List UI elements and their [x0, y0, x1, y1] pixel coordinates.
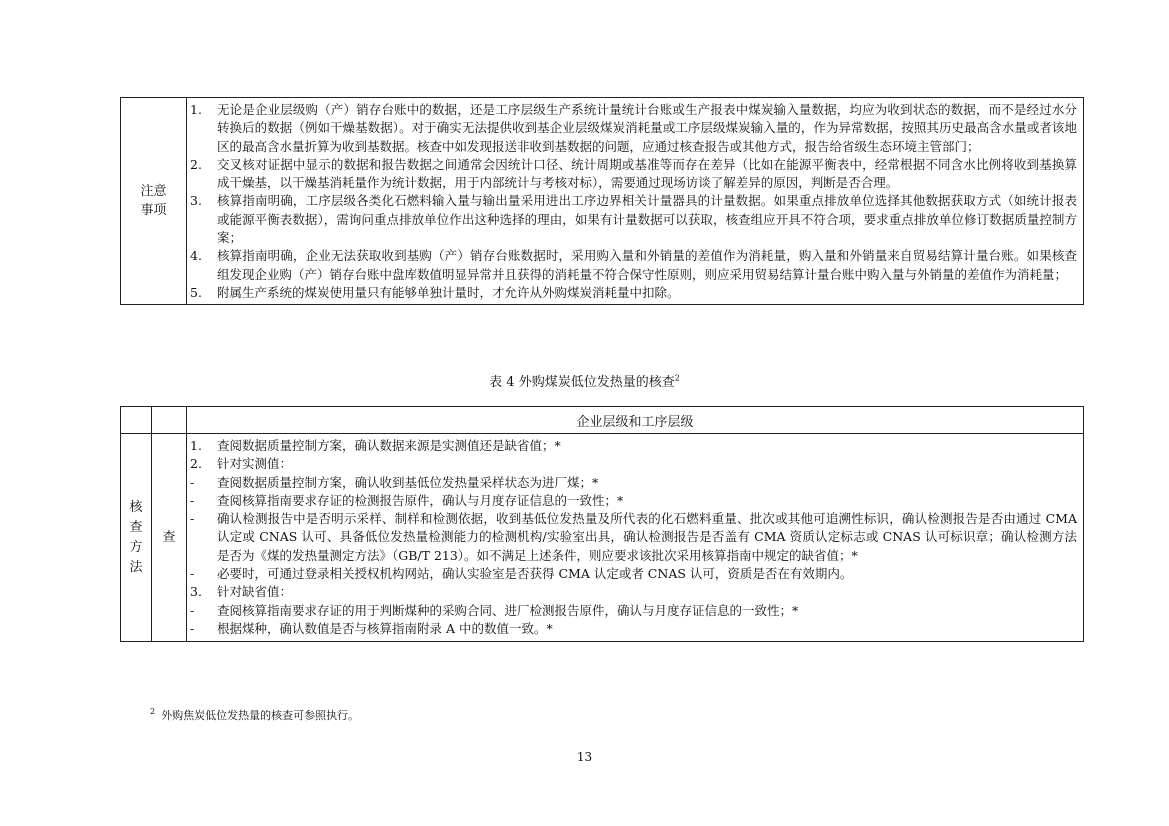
method-label-char: 查	[129, 519, 143, 535]
sub-label: 查	[152, 434, 187, 642]
item-text: 查阅数据质量控制方案，确认数据来源是实测值还是缺省值；*	[217, 438, 561, 453]
footnote-text: 外购焦炭低位发热量的核查可参照执行。	[161, 709, 360, 722]
method-item	[187, 474, 1077, 492]
item-text: 根据煤种，确认数值是否与核算指南附录 A 中的数值一致。*	[217, 620, 553, 636]
item-text: 必要时，可通过登录相关授权机构网站，确认实验室是否获得 CMA 认定或者 CNAS 认可，资质是否在有效期内。	[217, 566, 853, 582]
method-item	[187, 510, 1077, 565]
item-marker: -	[190, 511, 195, 527]
table-caption	[0, 371, 1169, 390]
precautions-label	[121, 98, 187, 305]
precautions-label-line1: 注意	[140, 184, 167, 200]
item-marker: -	[190, 566, 195, 582]
item-text: 附属生产系统的煤炭使用量只有能够单独计量时，才允许从外购煤炭消耗量中扣除。	[217, 284, 680, 300]
item-marker: 1.	[190, 438, 202, 453]
item-text: 查阅核算指南要求存证的检测报告原件，确认与月度存证信息的一致性；*	[217, 492, 624, 508]
precaution-item	[187, 284, 1077, 302]
precautions-row	[121, 98, 1084, 305]
method-content	[187, 434, 1084, 642]
item-marker: 3.	[190, 584, 202, 600]
item-text: 无论是企业层级购（产）销存台账中的数据，还是工序层级生产系统计量统计台账或生产报表中煤炭输入量数据，均应为收到状态的数据，而不是经过水分转换后的数据（例如干燥基数据）。对于确实无法提供收到基企业层级煤炭消耗量或工序层级煤炭输入量的，作为异常数据，按照其历史最高含水量或者该地区的最高含水量折算为收到基数据。核查中如发现报送非收到基数据的问题，应通过核查报告或其他方式，报告给省级生态环境主管部门；	[217, 102, 1077, 154]
header-cell: 企业层级和工序层级	[187, 407, 1084, 434]
method-item	[187, 620, 1077, 638]
precautions-label-line2: 事项	[140, 203, 167, 219]
caption-text: 表 4 外购煤炭低位发热量的核查	[489, 375, 675, 390]
item-text: 针对缺省值：	[217, 584, 293, 600]
method-item	[187, 602, 1077, 620]
method-item	[187, 437, 1077, 455]
page-number: 13	[576, 750, 593, 764]
item-marker: 1.	[190, 102, 202, 117]
item-text: 核算指南明确，工序层级各类化石燃料输入量与输出量采用进出工序边界相关计量器具的计量数据。如果重点排放单位选择其他数据获取方式（如统计报表或能源平衡表数据），需询问重点排放单位作出这种选择的理由，如果有计量数据可以获取，核查组应开具不符合项，要求重点排放单位修订数据质量控制方案；	[217, 193, 1077, 246]
footnote-marker: 2	[150, 707, 156, 717]
footnote	[150, 707, 359, 723]
method-label-char: 方	[129, 539, 143, 555]
precautions-table	[120, 97, 1084, 305]
precaution-item	[187, 101, 1077, 156]
caption-footnote-ref[interactable]: 2	[674, 373, 680, 383]
heat-value-check-table	[120, 406, 1084, 642]
item-marker: -	[190, 620, 195, 636]
item-marker: 5.	[190, 284, 202, 300]
item-marker: -	[190, 492, 195, 508]
method-item	[187, 492, 1077, 510]
precautions-content	[187, 98, 1084, 305]
item-marker: -	[190, 602, 195, 618]
precaution-item	[187, 247, 1077, 284]
item-marker: 2.	[190, 156, 202, 172]
precaution-item	[187, 156, 1077, 193]
item-text: 查阅核算指南要求存证的用于判断煤种的采购合同、进厂检测报告原件，确认与月度存证信息的一致性；*	[217, 602, 799, 618]
item-marker: 2.	[190, 456, 202, 472]
item-text: 交叉核对证据中显示的数据和报告数据之间通常会因统计口径、统计周期或基准等而存在差异（比如在能源平衡表中，经常根据不同含水比例将收到基换算成干燥基，以干燥基消耗量作为统计数据，用于内部统计与考核对标），需要通过现场访谈了解差异的原因，判断是否合理。	[217, 156, 1077, 191]
header-empty-cell-1	[121, 407, 152, 434]
method-item	[187, 583, 1077, 601]
method-row	[121, 434, 1084, 642]
item-text: 查阅数据质量控制方案，确认收到基低位发热量采样状态为进厂煤；*	[217, 474, 599, 490]
item-text: 确认检测报告中是否明示采样、制样和检测依据，收到基低位发热量及所代表的化石燃料重量、批次或其他可追溯性标识，确认检测报告是否由通过 CMA 认定或 CNAS 认可、具备低位发热量检测能力的检测机构/实验室出具，确认检测报告是否盖有 CMA 资质认定标志或 CNAS 认可标识章；确认检测方法是否为《煤的发热量测定方法》（GB/T 213）。如不满足上述条件，则应要求该批次采用核算指南中规定的缺省值；*	[217, 511, 1077, 563]
item-marker: 4.	[190, 248, 202, 264]
method-label-char: 法	[129, 559, 143, 575]
method-item	[187, 455, 1077, 473]
item-text: 核算指南明确，企业无法获取收到基购（产）销存台账数据时，采用购入量和外销量的差值作为消耗量，购入量和外销量来自贸易结算计量台账。如果核查组发现企业购（产）销存台账中盘库数值明显异常并且获得的消耗量不符合保守性原则，则应采用贸易结算计量台账中购入量与外销量的差值作为消耗量；	[217, 248, 1077, 282]
item-marker: 3.	[190, 193, 202, 209]
method-label	[121, 434, 152, 642]
precaution-item	[187, 192, 1077, 247]
item-text: 针对实测值：	[217, 456, 293, 472]
item-marker: -	[190, 474, 195, 490]
header-empty-cell-2	[152, 407, 187, 434]
header-row	[121, 407, 1084, 434]
method-label-char: 核	[129, 499, 143, 515]
method-item	[187, 565, 1077, 583]
